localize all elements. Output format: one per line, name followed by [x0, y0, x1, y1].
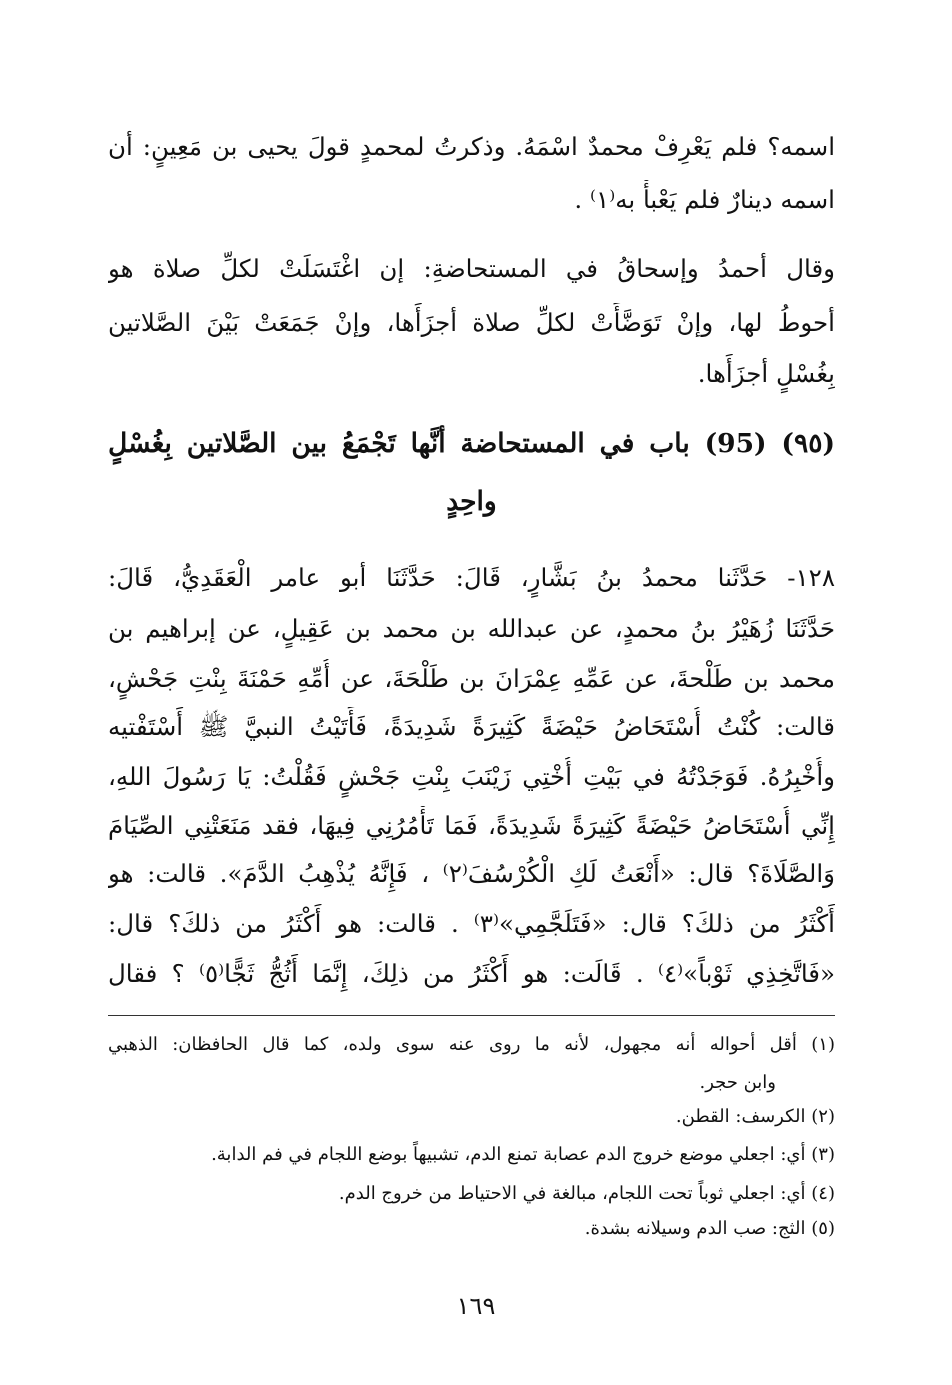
footnote-4 [108, 1179, 835, 1211]
footnote-number: (٥) [811, 1218, 835, 1239]
body-line-3: وقال أحمدُ وإسحاقُ في المستحاضةِ: إن اغْتَسَلَتْ لكلِّ صلاة هو [108, 254, 835, 283]
footnote-1-cont: وابن حجر. [699, 1072, 776, 1093]
body-line-2: اسمه دينارٌ فلم يَعْبأْ به⁽١⁾ . [574, 185, 835, 214]
hadith-line-1: ١٢٨- حَدَّثَنا محمدُ بنُ بَشَّارٍ، قَالَ: حَدَّثَنَا أبو عامر الْعَقَدِيُّ، قَالَ: [108, 563, 835, 592]
chapter-heading: (٩٥) (95) باب في المستحاضة أنَّها تَجْمَعُ بين الصَّلاتين بِغُسْلٍ [108, 428, 835, 459]
body-line-4: أحوطُ لها، وإنْ تَوَضَّأَتْ لكلِّ صلاة أجزَأَها، وإنْ جَمَعَتْ بَيْنَ الصَّلاتين [108, 308, 835, 337]
footnote-number: (١) [811, 1034, 835, 1055]
footnote-text: أقل أحواله أنه مجهول، لأنه ما روى عنه سوى ولده، كما قال الحافظان: الذهبي [108, 1034, 797, 1055]
footnote-text: أي: اجعلي ثوباً تحت اللجام، مبالغة في الاحتياط من خروج الدم. [338, 1183, 806, 1204]
hadith-line-5: وأُخْبِرُهُ. فَوَجَدْتُهُ في بَيْتِ أُخْتِي زَيْنَبَ بِنْتِ جَحْشٍ فَقُلْتُ: يَا رَسُولَ اللهِ، [108, 762, 835, 791]
hadith-line-2: حَدَّثَنَا زُهَيْرُ بنُ محمدٍ، عن عبدالله بن محمد بن عَقِيلٍ، عن إبراهيم بن [108, 614, 835, 643]
body-line-5: بِغُسْلٍ أجزَأَها. [697, 359, 835, 388]
footnote-3 [108, 1140, 835, 1172]
footnote-2 [108, 1102, 835, 1134]
hadith-line-6: إِنِّي أُسْتَحَاضُ حَيْضَةً كَثِيرَةً شَدِيدَةً، فَمَا تَأْمُرُنِي فِيهَا، فقد مَنَعَتْنِي الصِّيَامَ [108, 811, 835, 840]
hadith-line-3: محمد بن طَلْحةَ، عن عَمِّهِ عِمْرَانَ بن طَلْحَةَ، عن أُمِّهِ حَمْنَةَ بِنْتِ جَحْشٍ، [108, 664, 835, 693]
body-line-1: اسمه؟ فلم يَعْرِفْ محمدٌ اسْمَهُ. وذكرتُ لمحمدٍ قولَ يحيى بن مَعِينٍ: أن [108, 132, 835, 161]
hadith-line-9: «فَاتَّخِذِي ثَوْباً»⁽٤⁾ . قَالَت: هو أَكْثَرُ من ذلِكَ، إِنَّمَا أَثُجُّ ثَجًّا⁽٥⁾ ؟ فقال [108, 959, 835, 988]
footnote-number: (٢) [811, 1106, 835, 1127]
chapter-heading-cont: واحِدٍ [446, 486, 497, 517]
footnote-text: الكرسف: القطن. [675, 1106, 806, 1127]
footnote-5 [108, 1214, 835, 1246]
footnote-number: (٣) [811, 1144, 835, 1165]
footnote-text: الثج: صب الدم وسيلانه بشدة. [584, 1218, 806, 1239]
hadith-line-4: قالت: كُنْتُ أُسْتَحَاضُ حَيْضَةً كَثِيرَةً شَدِيدَةً، فَأَتَيْتُ النبيَّ ﷺ أَسْتَفْتيه [108, 712, 835, 741]
hadith-line-8: أَكْثَرُ من ذلكَ؟ قال: «فَتَلَجَّمِي»⁽٣⁾ . قالت: هو أَكْثَرُ من ذلكَ؟ قال: [108, 909, 835, 938]
hadith-line-7: وَالصَّلَاةَ؟ قال: «أَنْعَتُ لَكِ الْكُرْسُفَ⁽٢⁾ ، فَإِنَّهُ يُذْهِبُ الدَّمَ». قالت: هو [108, 859, 835, 888]
footnote-number: (٤) [811, 1183, 835, 1204]
footnote-divider [108, 1015, 835, 1016]
footnote-1 [108, 1030, 835, 1062]
page-number: ١٦٩ [456, 1292, 496, 1320]
footnote-text: أي: اجعلي موضع خروج الدم عصابة تمنع الدم، تشبيهاً بوضع اللجام في فم الدابة. [211, 1144, 806, 1165]
